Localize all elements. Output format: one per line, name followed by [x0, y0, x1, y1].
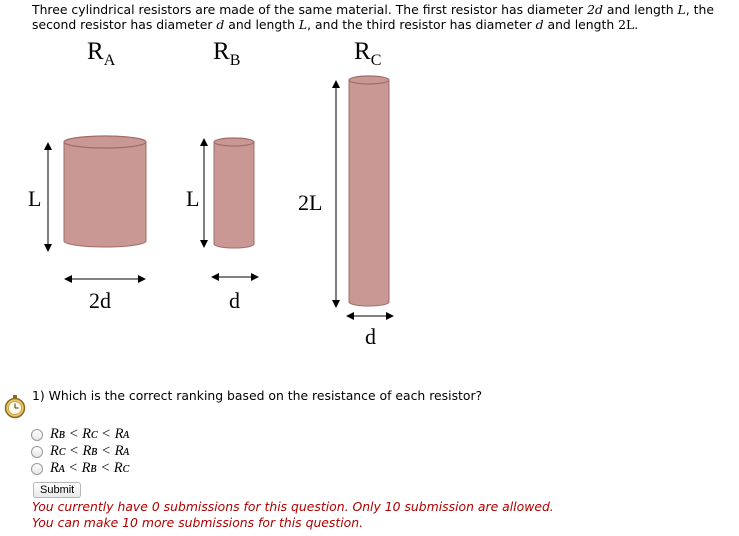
resistor-c-label: $R_C$ [354, 38, 382, 69]
option-3-label: Rᴀ < Rʙ < Rᴄ [50, 460, 130, 476]
option-2-radio[interactable] [31, 446, 43, 458]
option-1-label: Rʙ < Rᴄ < Rᴀ [50, 426, 130, 442]
stopwatch-icon [4, 395, 26, 419]
cylinder-a [64, 136, 146, 247]
submission-notice-1: You currently have 0 submissions for this question. Only 10 submission are allowed. [32, 499, 554, 514]
resistor-a-label: $R_A$ [87, 38, 116, 69]
diameter-label-a: 2d [89, 288, 111, 313]
diameter-label-b: d [229, 288, 240, 313]
option-1-radio[interactable] [31, 429, 43, 441]
diameter-label-c: d [365, 324, 376, 349]
length-label-c: 2L [298, 190, 323, 215]
problem-statement: Three cylindrical resistors are made of the same material. The first resistor has diameter 2d and length L, the second resistor has diameter d and length L, and the third resistor has diameter d and length 2L. [32, 2, 714, 32]
option-2-label: Rᴄ < Rʙ < Rᴀ [50, 443, 130, 459]
submit-button[interactable]: Submit [33, 482, 81, 498]
submission-notice-2: You can make 10 more submissions for this question. [32, 515, 364, 530]
length-label-a: L [28, 186, 42, 211]
answer-options [31, 426, 129, 477]
resistor-b-label: $R_B$ [213, 38, 241, 69]
length-label-b: L [186, 186, 200, 211]
option-3-radio[interactable] [31, 463, 43, 475]
option-1[interactable] [31, 426, 129, 443]
question-text: 1) Which is the correct ranking based on the resistance of each resistor? [32, 388, 483, 403]
option-3[interactable] [31, 460, 129, 477]
cylinder-b [214, 138, 254, 248]
option-2[interactable] [31, 443, 129, 460]
cylinder-c [349, 76, 389, 306]
